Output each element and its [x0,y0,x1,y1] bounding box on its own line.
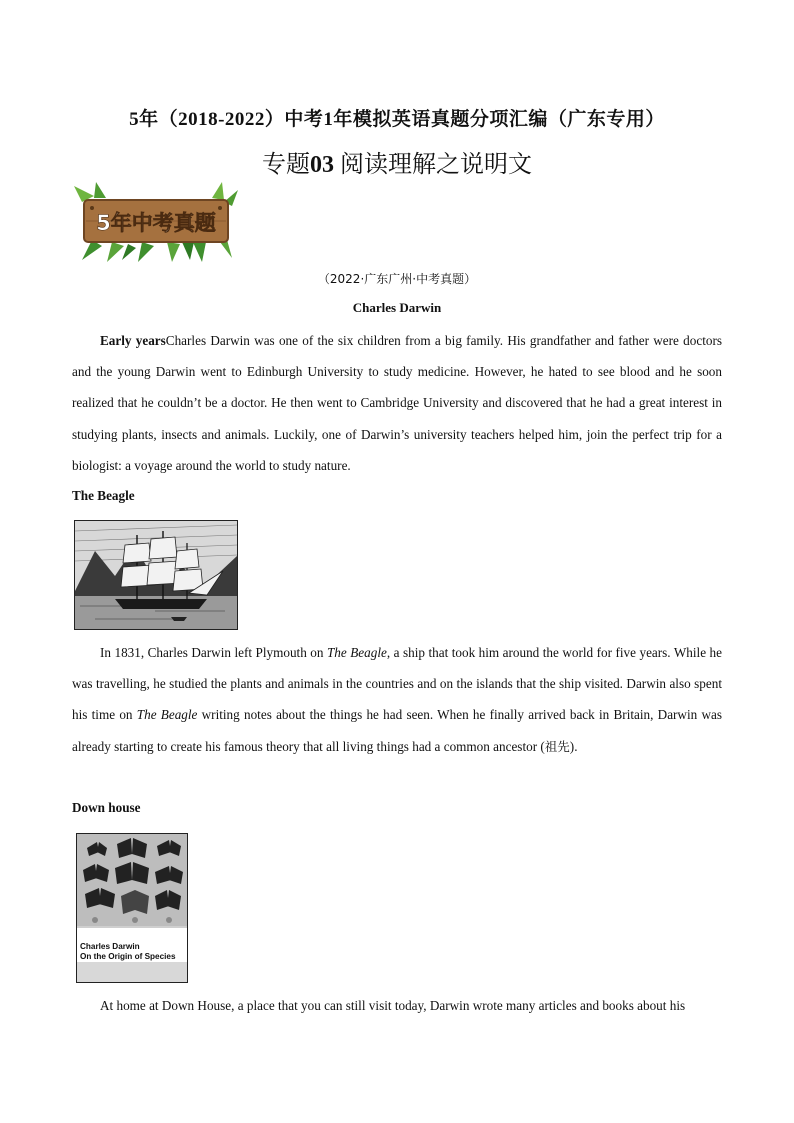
section-heading-down-house: Down house [72,800,141,815]
book-author: Charles Darwin [80,942,140,951]
beagle-text-4: ). [569,738,578,754]
topic-title [0,144,794,179]
beagle-text-3: writing notes about the things he had seen. When he finally arrived back in Britain, Darwin was already starting to create his famous theory that all living things had a common ancestor ( [72,707,722,754]
book-title: On the Origin of Species [80,952,176,961]
paragraph-early-years [72,325,722,481]
beagle-ship-illustration [74,520,238,630]
book-caption [80,942,184,962]
beagle-text-1: In 1831, Charles Darwin left Plymouth on [100,645,327,660]
topic-number: 03 [310,152,334,178]
question-source: （2022·广东广州·中考真题） [317,272,477,286]
origin-of-species-book-cover [76,833,188,983]
section-heading-early-years: Early years [100,333,166,348]
early-years-text: Charles Darwin was one of the six children from a big family. His grandfather and father were doctors and the young Darwin went to Edinburgh University to study medicine. However, he hated to see blood and he soon realized that he couldn’t be a doctor. He then went to Cambridge University and discovered that he had a great interest in studying plants, insects and animals. Luckily, one of Darwin’s university teachers helped him, join the perfect trip for a biologist: a voyage around the world to study nature. [72,333,722,473]
section-heading-beagle: The Beagle [72,488,135,503]
topic-prefix: 专题 [262,150,310,178]
beagle-text-2: , a ship that took him around the world for five years. While he was travelling, he studied the plants and animals in the countries and on the islands that the ship visited. Darwin also spent his time on [72,645,723,723]
chinese-gloss: 祖先 [544,738,570,754]
series-title: 5年（2018-2022）中考1年模拟英语真题分项汇编（广东专用） [129,109,665,130]
article-title: Charles Darwin [352,300,442,315]
topic-name: 阅读理解之说明文 [340,150,532,178]
paragraph-beagle [72,637,722,762]
exam-badge-logo [72,180,240,262]
down-house-text: At home at Down House, a place that you can still visit today, Darwin wrote many articles and books about his [100,998,686,1013]
ship-name: The Beagle [326,645,387,660]
paragraph-down-house [72,990,722,1021]
badge-text: 5年中考真题 [96,211,216,235]
ship-name-2: The Beagle [136,707,198,723]
